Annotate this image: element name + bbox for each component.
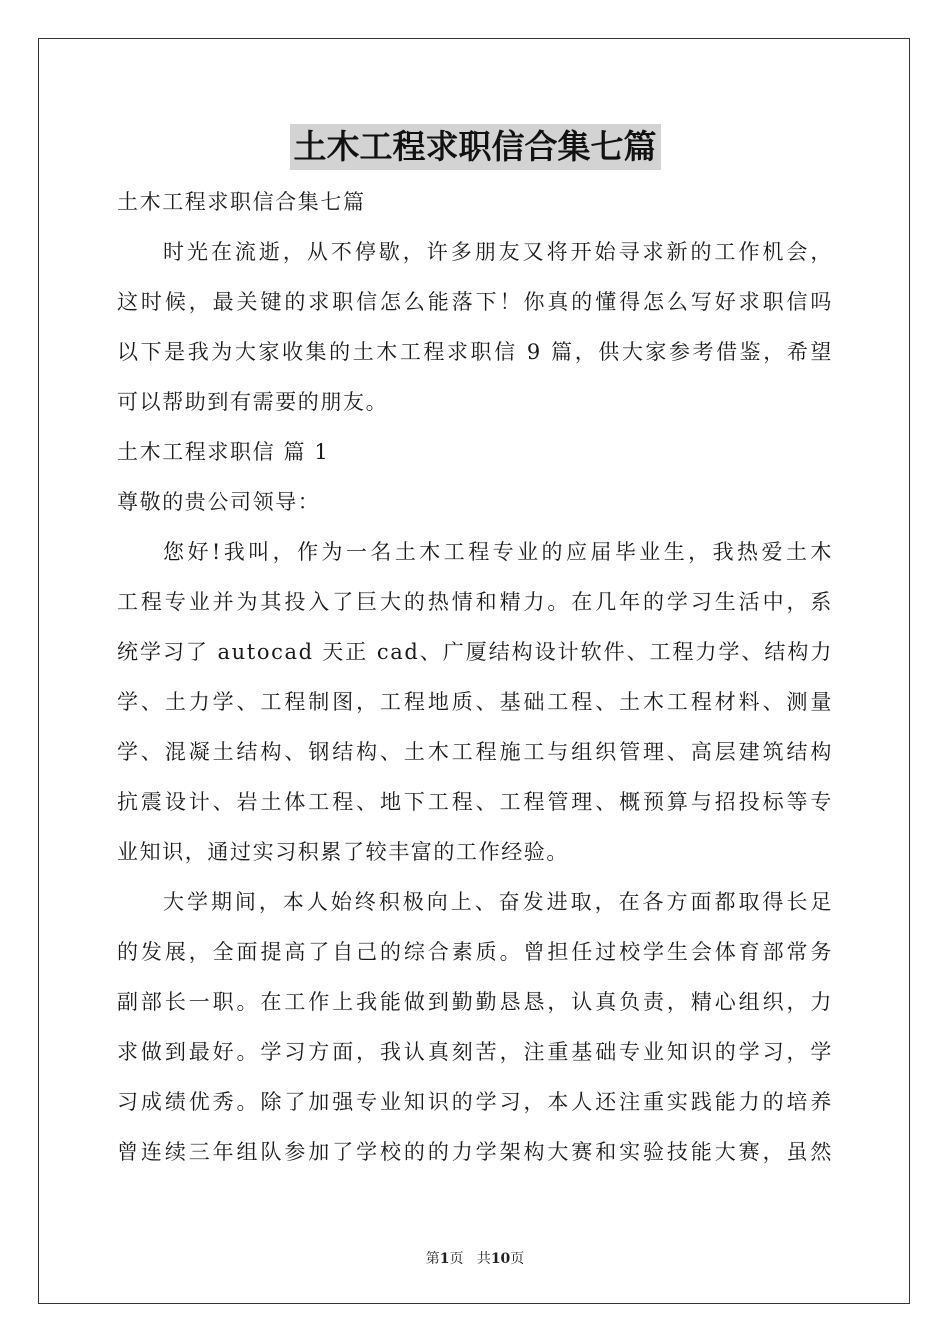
text-line: 以下是我为大家收集的土木工程求职信 9 篇，供大家参考借鉴，希望 bbox=[117, 340, 833, 364]
text-line: 这时候，最关键的求职信怎么能落下！你真的懂得怎么写好求职信吗 bbox=[117, 290, 833, 314]
text-line: 时光在流逝，从不停歇，许多朋友又将开始寻求新的工作机会， bbox=[163, 240, 833, 264]
footer-page-number: 1 bbox=[439, 1251, 450, 1267]
text-line: 学、土力学、工程制图，工程地质、基础工程、土木工程材料、测量 bbox=[117, 690, 833, 714]
text-line: 土木工程求职信 篇 1 bbox=[117, 440, 330, 464]
footer-page-suffix: 页 bbox=[449, 1251, 464, 1267]
text-line: 曾连续三年组队参加了学校的的力学架构大赛和实验技能大赛，虽然 bbox=[117, 1140, 833, 1164]
text-line: 抗震设计、岩土体工程、地下工程、工程管理、概预算与招投标等专 bbox=[117, 790, 833, 814]
text-line: 的发展，全面提高了自己的综合素质。曾担任过校学生会体育部常务 bbox=[117, 940, 833, 964]
footer-total-prefix: 共 bbox=[476, 1251, 491, 1267]
text-line: 习成绩优秀。除了加强专业知识的学习，本人还注重实践能力的培养 bbox=[117, 1090, 833, 1114]
text-line: 统学习了 autocad 天正 cad、广厦结构设计软件、工程力学、结构力 bbox=[117, 640, 833, 664]
text-line: 工程专业并为其投入了巨大的热情和精力。在几年的学习生活中，系 bbox=[117, 590, 833, 614]
footer-total-pages: 10 bbox=[490, 1251, 511, 1267]
footer-total-suffix: 页 bbox=[510, 1251, 525, 1267]
text-line: 求做到最好。学习方面，我认真刻苦，注重基础专业知识的学习，学 bbox=[117, 1040, 833, 1064]
text-line: 尊敬的贵公司领导： bbox=[117, 490, 321, 514]
text-line: 土木工程求职信合集七篇 bbox=[117, 190, 366, 214]
footer-prefix: 第 bbox=[425, 1251, 440, 1267]
text-line: 可以帮助到有需要的朋友。 bbox=[117, 390, 389, 414]
title-container bbox=[0, 124, 950, 170]
document-title: 土木工程求职信合集七篇 bbox=[290, 124, 661, 170]
page-footer bbox=[0, 1248, 950, 1268]
text-line: 学、混凝土结构、钢结构、土木工程施工与组织管理、高层建筑结构 bbox=[117, 740, 833, 764]
text-line: 大学期间，本人始终积极向上、奋发进取，在各方面都取得长足 bbox=[163, 890, 833, 914]
text-line: 您好!我叫，作为一名土木工程专业的应届毕业生，我热爱土木 bbox=[163, 540, 833, 564]
text-line: 业知识，通过实习积累了较丰富的工作经验。 bbox=[117, 840, 569, 864]
text-line: 副部长一职。在工作上我能做到勤勤恳恳，认真负责，精心组织，力 bbox=[117, 990, 833, 1014]
document-body bbox=[117, 177, 833, 1177]
